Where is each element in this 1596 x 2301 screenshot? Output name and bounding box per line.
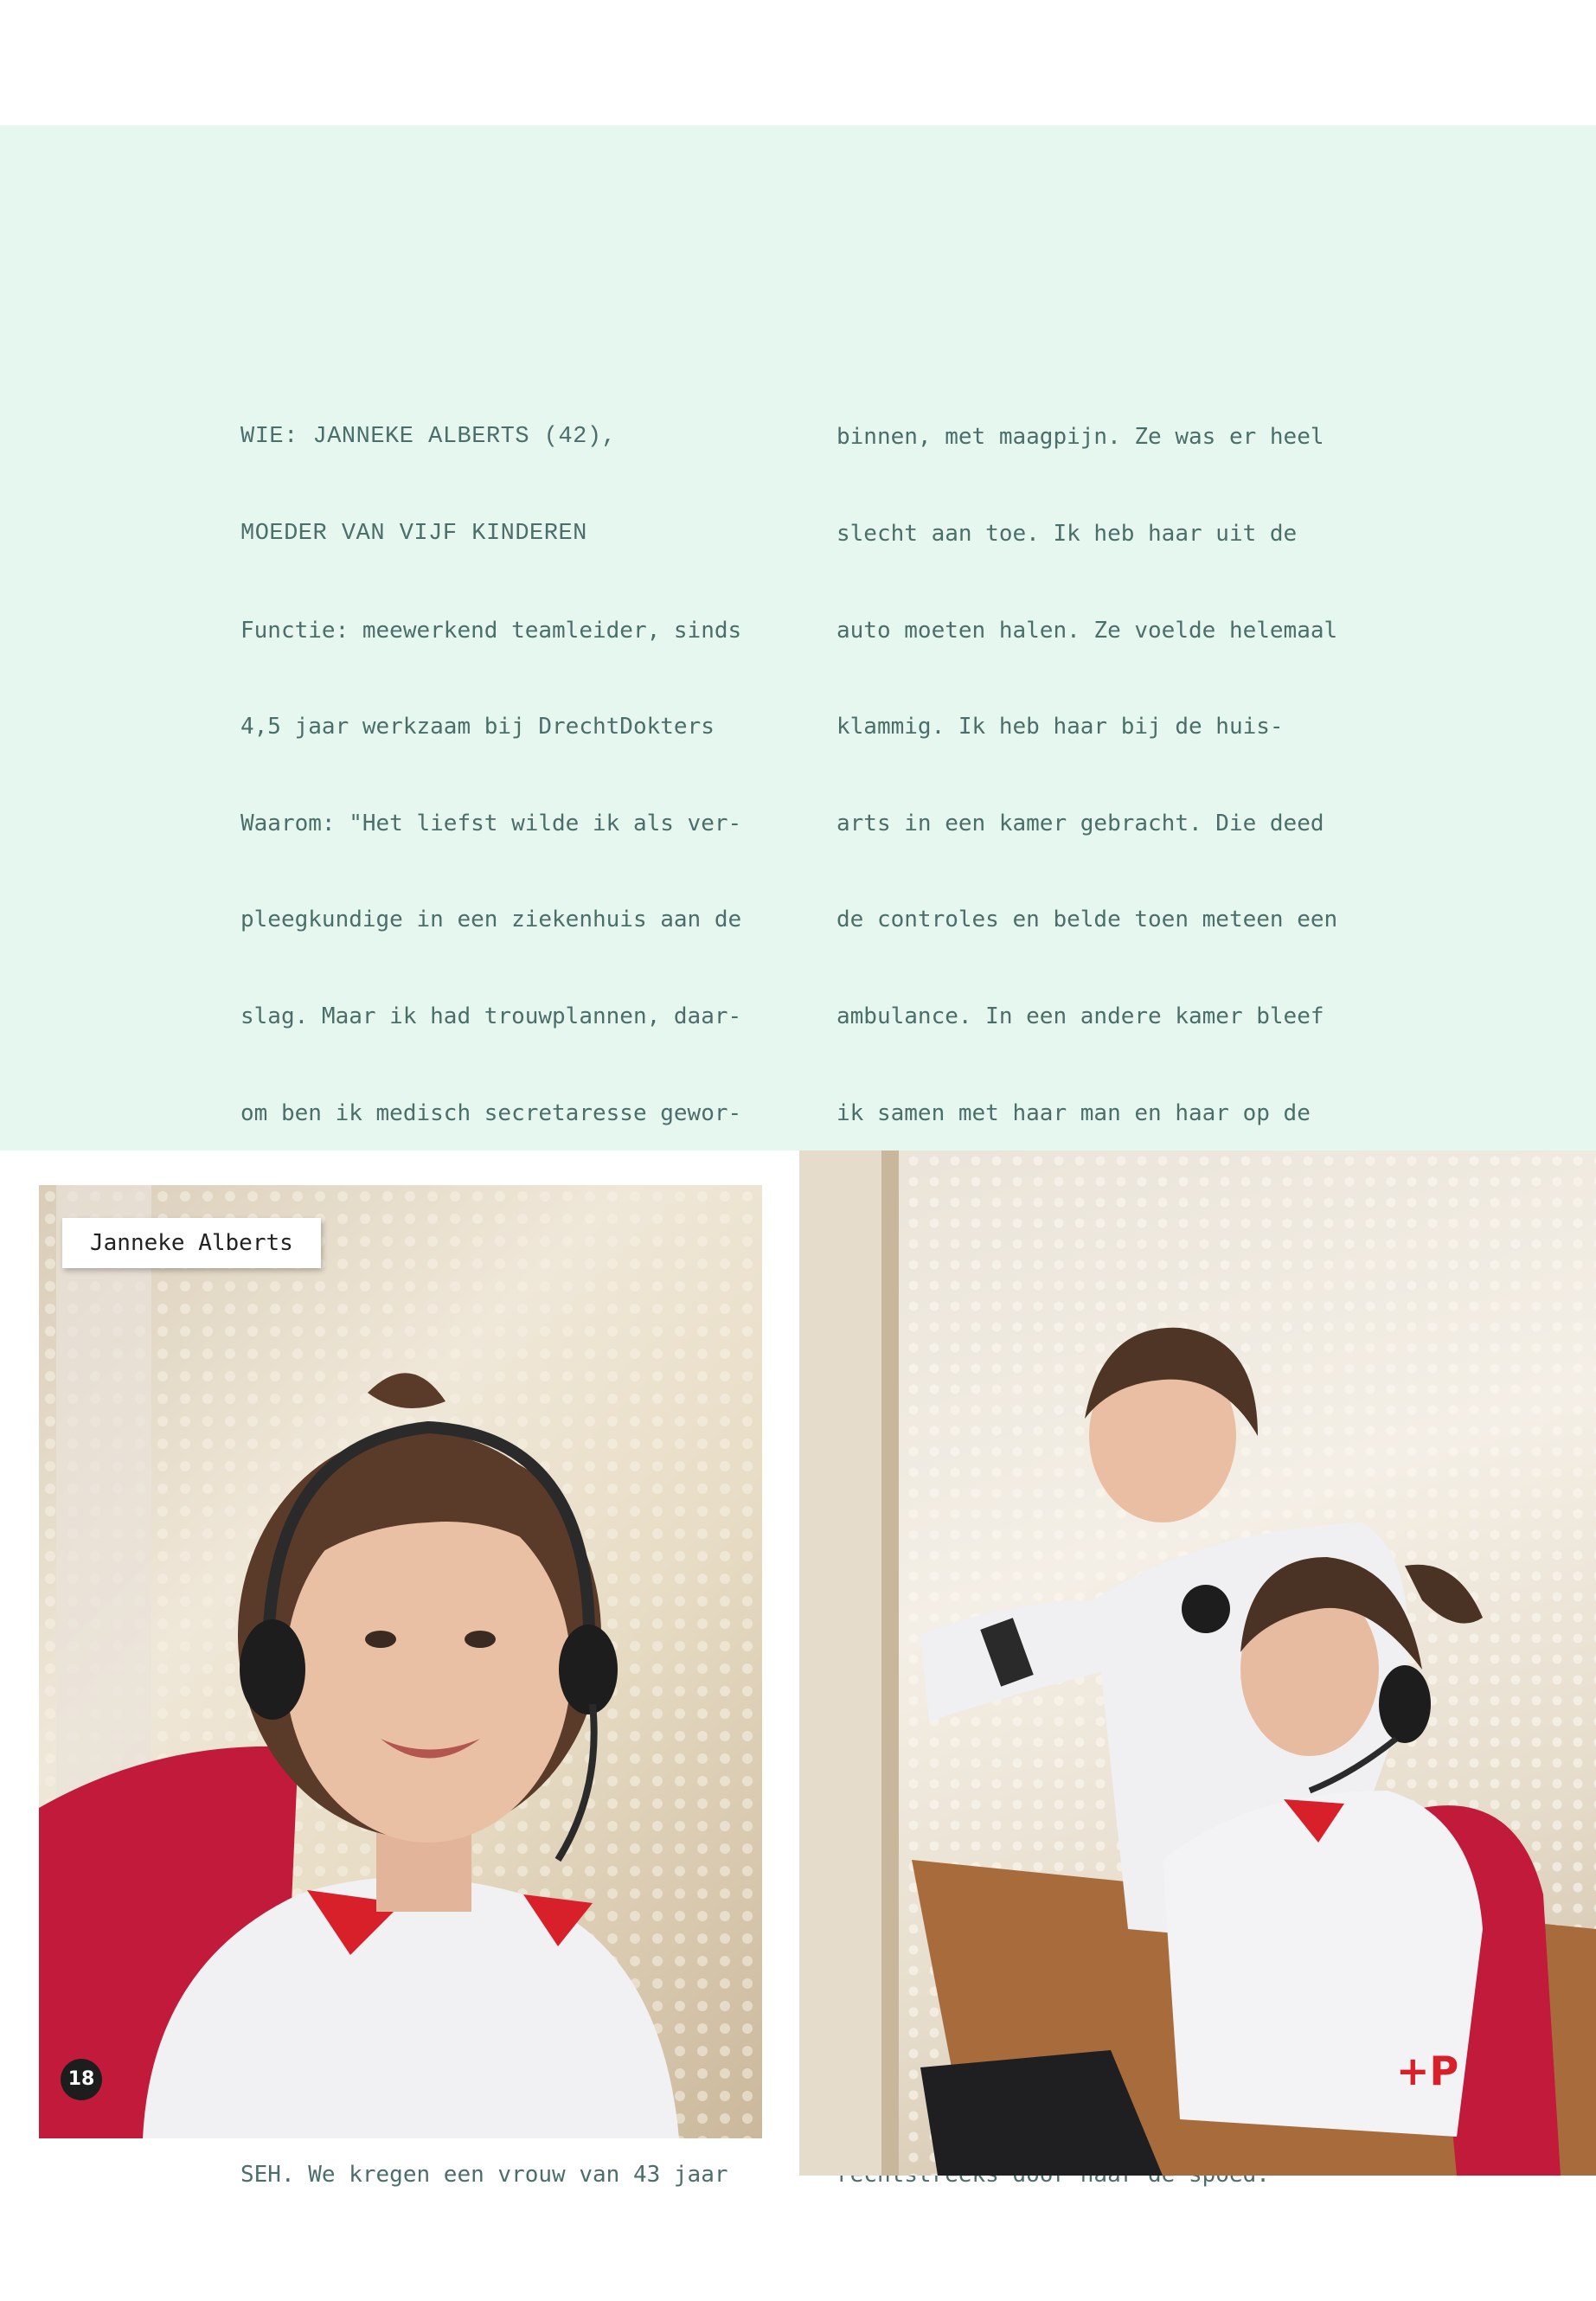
article-line: pleegkundige in een ziekenhuis aan de bbox=[240, 907, 742, 933]
workplace-photo bbox=[799, 1150, 1596, 2176]
article-line: slag. Maar ik had trouwplannen, daar- bbox=[240, 1003, 742, 1030]
article-line: Waarom: "Het liefst wilde ik als ver- bbox=[240, 810, 742, 836]
portrait-illustration bbox=[39, 1185, 762, 2138]
article-line: Functie: meewerkend teamleider, sinds bbox=[240, 617, 742, 644]
article-line: slecht aan toe. Ik heb haar uit de bbox=[836, 521, 1298, 548]
article-line: ambulance. In een andere kamer bleef bbox=[836, 1003, 1324, 1030]
article-line: om ben ik medisch secretaresse gewor- bbox=[240, 1099, 742, 1126]
article-line: ik samen met haar man en haar op de bbox=[836, 1099, 1311, 1126]
article-line: SEH. We kregen een vrouw van 43 jaar bbox=[240, 2162, 728, 2189]
article-heading-line-1: WIE: JANNEKE ALBERTS (42), bbox=[240, 424, 617, 451]
workplace-illustration bbox=[799, 1150, 1596, 2176]
name-caption-tag: Janneke Alberts bbox=[62, 1218, 321, 1268]
svg-text:+P: +P bbox=[1396, 2048, 1459, 2094]
article-line: auto moeten halen. Ze voelde helemaal bbox=[836, 617, 1338, 644]
article-line: de controles en belde toen meteen een bbox=[836, 907, 1338, 933]
article-line: arts in een kamer gebracht. Die deed bbox=[836, 810, 1324, 836]
page-number-badge: 18 bbox=[61, 2059, 102, 2100]
article-line: klammig. Ik heb haar bij de huis- bbox=[836, 714, 1284, 740]
portrait-photo bbox=[39, 1185, 762, 2138]
article-heading-line-2: MOEDER VAN VIJF KINDEREN bbox=[240, 521, 587, 548]
article-line: binnen, met maagpijn. Ze was er heel bbox=[836, 424, 1324, 451]
article-line: 4,5 jaar werkzaam bij DrechtDokters bbox=[240, 714, 715, 740]
